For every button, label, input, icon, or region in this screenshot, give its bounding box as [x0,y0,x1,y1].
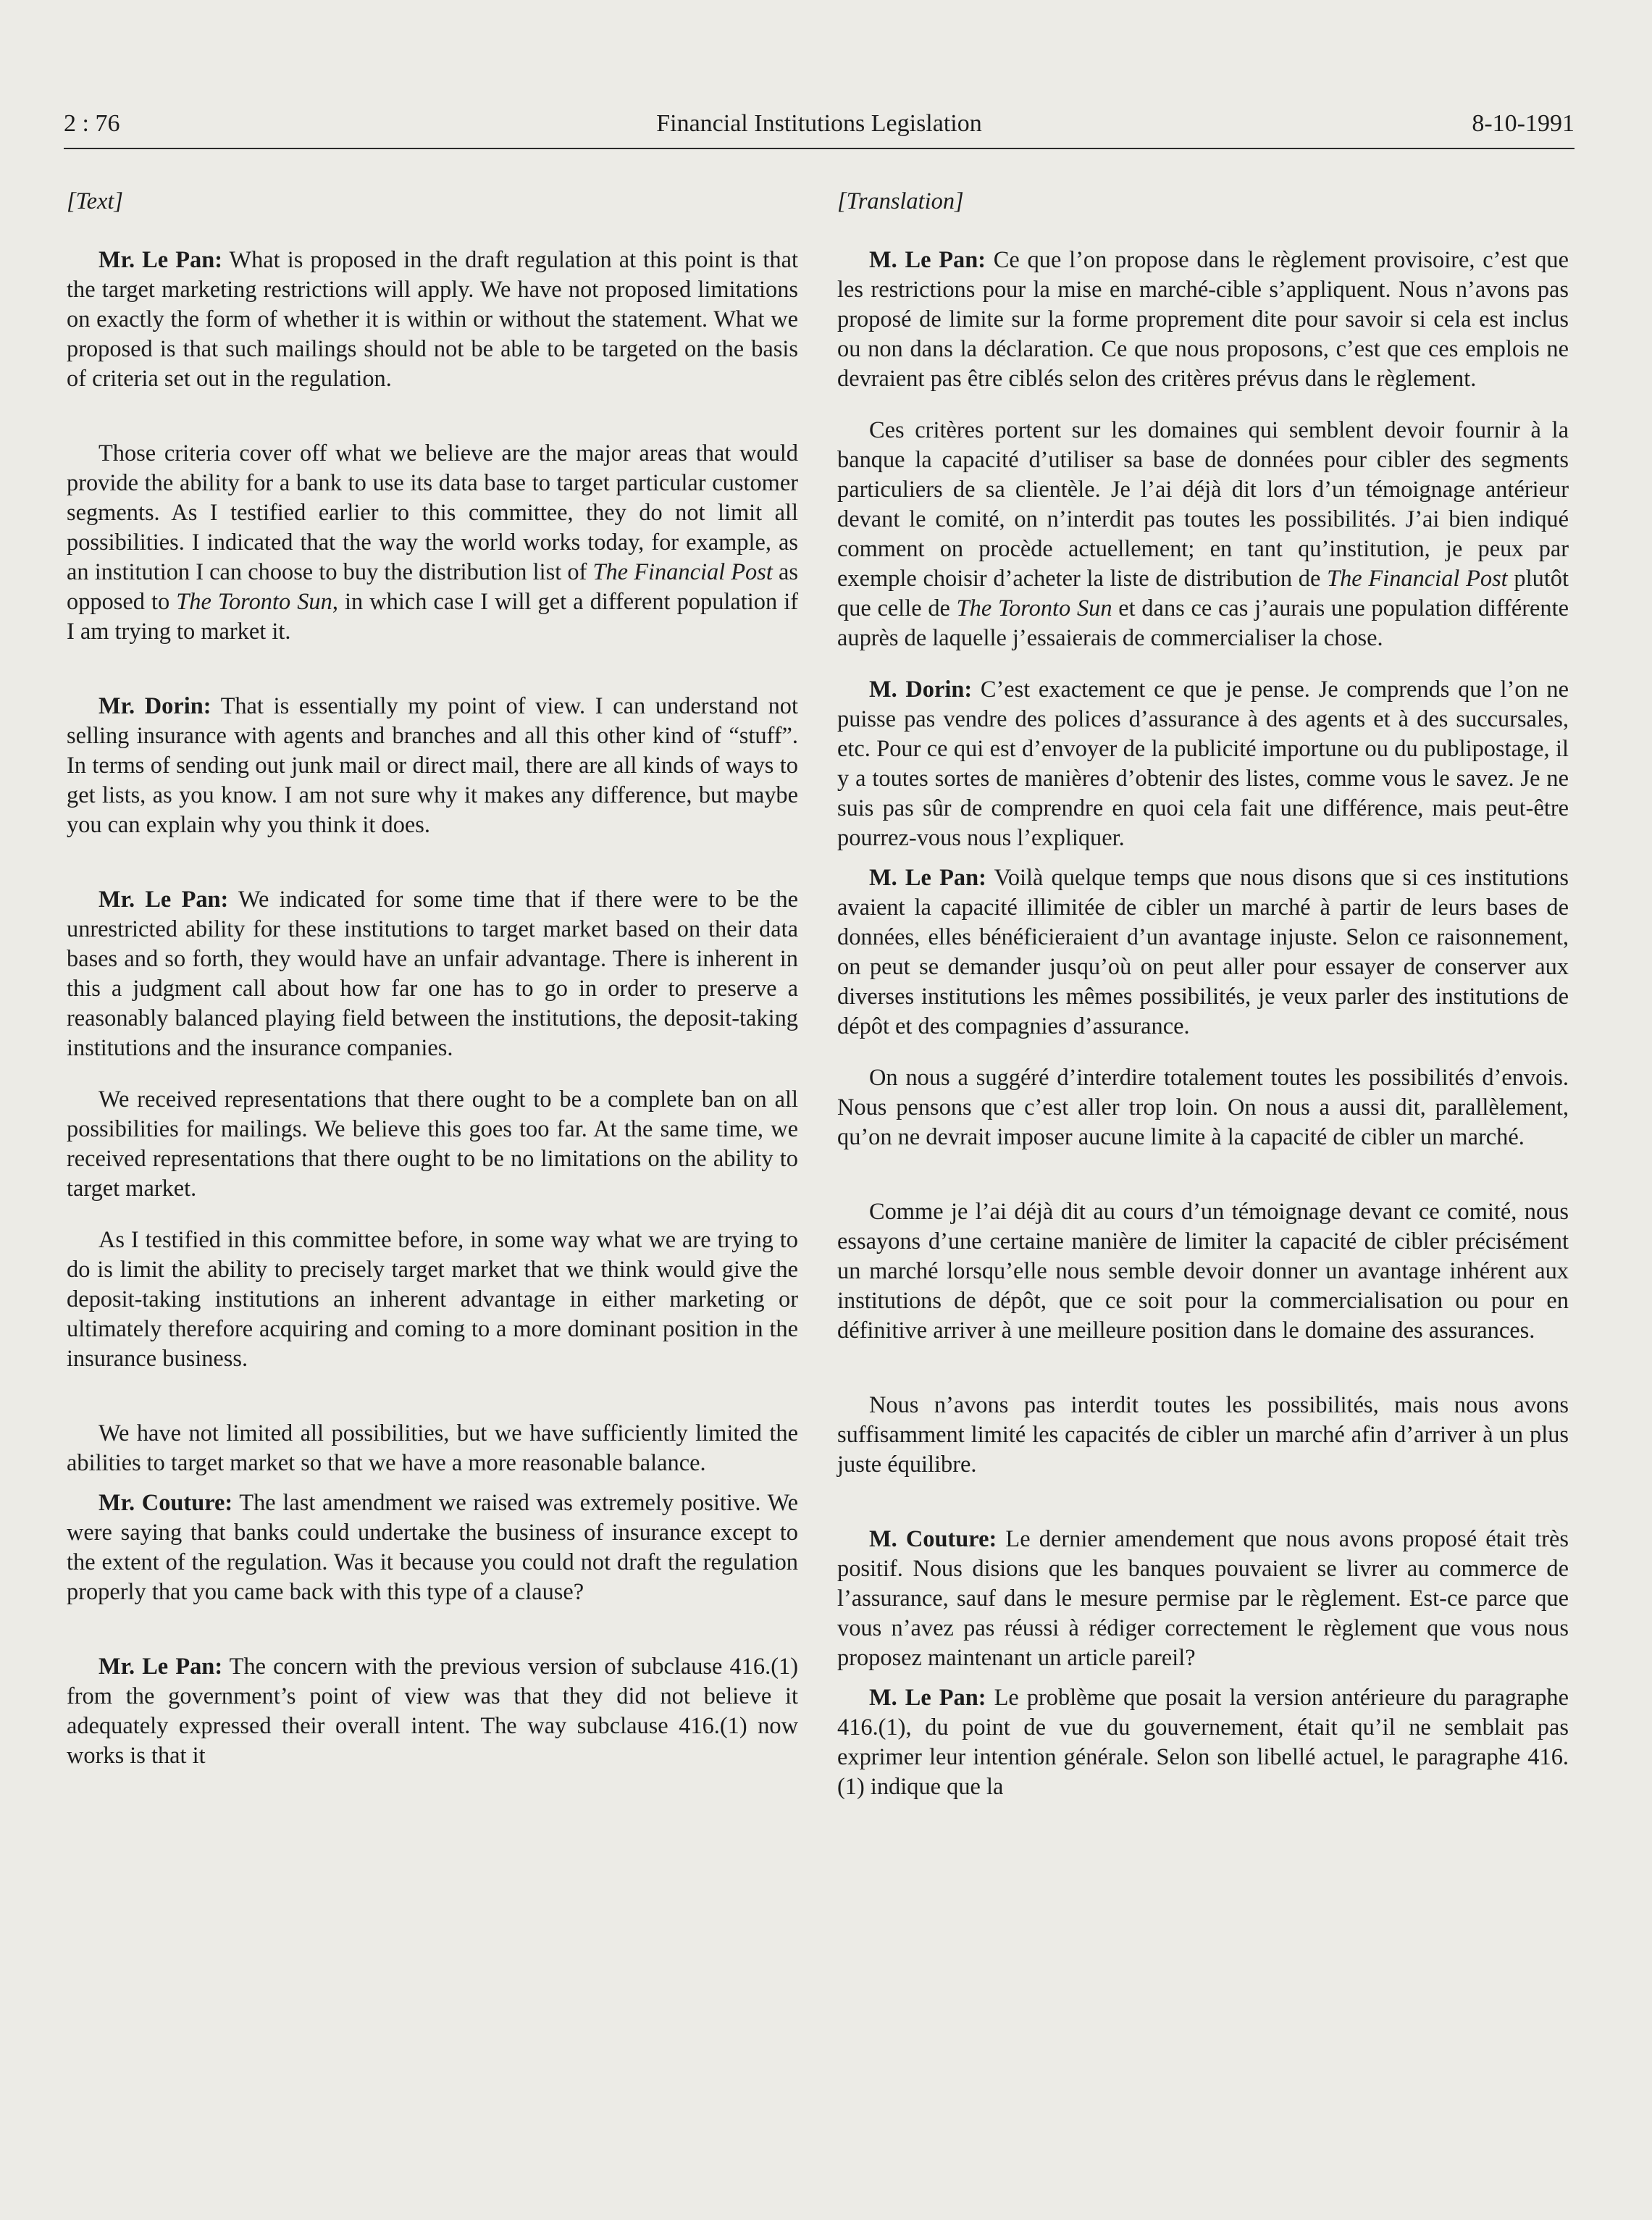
speaker-name: Mr. Le Pan: [98,247,222,273]
publication-name: The Toronto Sun [176,589,332,615]
speaker-name: M. Le Pan: [869,247,986,273]
text-tag: [Text] [67,188,124,214]
page-number: 2 : 76 [64,110,120,137]
paragraph-text: C’est exactement ce que je pense. Je comprends que l’on ne puisse pas vendre des polices d’assurance à des agents et à des succursales, etc. Pour ce qui est d’envoyer de la publicité importune ou du publipostage, il y a toutes sortes de manières d’obtenir des listes, comme vous le savez. Je ne suis pas sûr de comprendre en quoi cela fait une différence, mais peut-être pourrez-vous nous l’expliquer. [837,677,1569,851]
paragraph-text: et dans ce cas j’aurais une population différente auprès de laquelle j’essaierais de commercialiser la chose. [837,595,1569,651]
speaker-name: Mr. Le Pan: [98,887,229,913]
publication-name: The Financial Post [592,559,773,585]
paragraph-text: The concern with the previous version of subclause 416.(1) from the government’s point of view was that they did not believe it adequately expressed their overall intent. The way subclause 416.(1) now works is that it [67,1654,798,1769]
paragraph [67,246,798,394]
speaker-name: Mr. Le Pan: [98,1654,223,1680]
paragraph [67,1652,798,1771]
paragraph-text: , in which case I will get a different population if I am trying to market it. [67,589,798,645]
speaker-name: M. Couture: [869,1526,997,1552]
paragraph-text: Le dernier amendement que nous avons proposé était très positif. Nous disions que les banques pouvaient se livrer au commerce de l’assurance, sauf dans le mesure permise par le règlement. Est-ce parce que vous n’avez pas réussi à rédiger correctement le règlement que vous nous proposez maintenant un article pareil? [837,1526,1569,1671]
paragraph-text: We indicated for some time that if there were to be the unrestricted ability for these institutions to target market based on their data bases and so forth, they would have an unfair advantage. There is inherent in this a judgment call about how far one has to go in order to preserve a reasonably balanced playing field between the institutions, the deposit-taking institutions and the insurance companies. [67,887,798,1061]
paragraph-text: Those criteria cover off what we believe are the major areas that would provide the ability for a bank to use its data base to target particular customer segments. As I testified earlier to this committee, they do not limit all possibilities. I indicated that the way the world works today, for example, as an institution I can choose to buy the distribution list of [67,440,798,585]
french-column [837,187,1569,1802]
paragraph [837,246,1569,394]
paragraph-text: Le problème que posait la version antérieure du paragraphe 416.(1), du point de vue du gouvernement, était qu’il ne semblait pas exprimer leur intention générale. Selon son libellé actuel, le paragraphe 416.(1) indique que la [837,1685,1569,1800]
publication-title: Financial Institutions Legislation [656,110,982,137]
page-header [64,107,1575,149]
paragraph-text: Voilà quelque temps que nous disons que si ces institutions avaient la capacité illimitée de cibler un marché à partir de leurs bases de données, elles bénéficieraient d’un avantage injuste. Selon ce raisonnement, on peut se demander jusqu’où on peut aller pour essayer de conserver aux diverses institutions les mêmes possibilités, je veux parler des institutions de dépôt et des compagnies d’assurance. [837,865,1569,1039]
paragraph: As I testified in this committee before, in some way what we are trying to do is limit the ability to precisely target market that we think would give the deposit-taking institutions an inherent advantage in either marketing or ultimately therefore acquiring and coming to a more dominant position in the insurance business. [67,1227,798,1372]
paragraph [67,692,798,840]
paragraph: On nous a suggéré d’interdire totalement toutes les possibilités d’envois. Nous pensons que c’est aller trop loin. On nous a aussi dit, parallèlement, qu’on ne devrait imposer aucune limite à la capacité de cibler un marché. [837,1065,1569,1150]
paragraph [837,1683,1569,1802]
paragraph: We have not limited all possibilities, but we have sufficiently limited the abilities to target market so that we have a more reasonable balance. [67,1420,798,1476]
paragraph-text: What is proposed in the draft regulation at this point is that the target marketing restrictions will apply. We have not proposed limitations on exactly the form of whether it is within or without the statement. What we proposed is that such mailings should not be able to be targeted on the basis of criteria set out in the regulation. [67,247,798,392]
publication-name: The Financial Post [1327,566,1508,592]
paragraph: We received representations that there ought to be a complete ban on all possibilities for mailings. We believe this goes too far. At the same time, we received representations that there ought to be no limitations on the ability to target market. [67,1086,798,1202]
paragraph-text: Ce que l’on propose dans le règlement provisoire, c’est que les restrictions pour la mise en marché-cible s’appliquent. Nous n’avons pas proposé de limite sur la forme proprement dite pour savoir si cela est inclus ou non dans la déclaration. Ce que nous proposons, c’est que ces emplois ne devraient pas être ciblés selon des critères prévus dans le règlement. [837,247,1569,392]
paragraph: Nous n’avons pas interdit toutes les possibilités, mais nous avons suffisamment limité les capacités de cibler un marché afin d’arriver à un plus juste équilibre. [837,1392,1569,1478]
speaker-name: M. Le Pan: [869,1685,986,1711]
publication-name: The Toronto Sun [956,595,1112,621]
speaker-name: M. Dorin: [869,677,973,703]
speaker-name: Mr. Couture: [98,1490,233,1516]
paragraph-text: The last amendment we raised was extremely positive. We were saying that banks could undertake the business of insurance except to the extent of the regulation. Was it because you could not draft the regulation properly that you came back with this type of a clause? [67,1490,798,1605]
paragraph [837,416,1569,653]
paragraph [67,885,798,1063]
paragraph-text: plutôt que celle de [837,566,1569,621]
paragraph [67,439,798,647]
paragraph-text: as opposed to [67,559,798,615]
english-column [67,187,798,1771]
speaker-name: M. Le Pan: [869,865,986,891]
paragraph-text: That is essentially my point of view. I can understand not selling insurance with agents and branches and all this other kind of “stuff”. In terms of sending out junk mail or direct mail, there are all kinds of ways to get lists, as you know. I am not sure why it makes any difference, but maybe you can explain why you think it does. [67,693,798,838]
header-date: 8-10-1991 [1472,110,1575,137]
speaker-name: Mr. Dorin: [98,693,211,719]
paragraph-text: Ces critères portent sur les domaines qui semblent devoir fournir à la banque la capacité d’utiliser sa base de données pour cibler des segments particuliers de sa clientèle. Je l’ai déjà dit lors d’un témoignage antérieur devant le comité, on n’interdit pas toutes les possibilités. J’ai bien indiqué comment on procède actuellement; en tant qu’institution, je peux par exemple choisir d’acheter la liste de distribution de [837,417,1569,592]
translation-tag: [Translation] [837,188,964,214]
paragraph [837,675,1569,853]
paragraph [837,1525,1569,1673]
paragraph: Comme je l’ai déjà dit au cours d’un témoignage devant ce comité, nous essayons d’une certaine manière de limiter la capacité de cibler précisément un marché lorsqu’elle nous semble devoir donner un avantage inhérent aux institutions de dépôt, que ce soit pour la commercialisation ou pour en définitive arriver à une meilleure position dans le domaine des assurances. [837,1199,1569,1344]
paragraph [837,863,1569,1042]
paragraph [67,1488,798,1607]
